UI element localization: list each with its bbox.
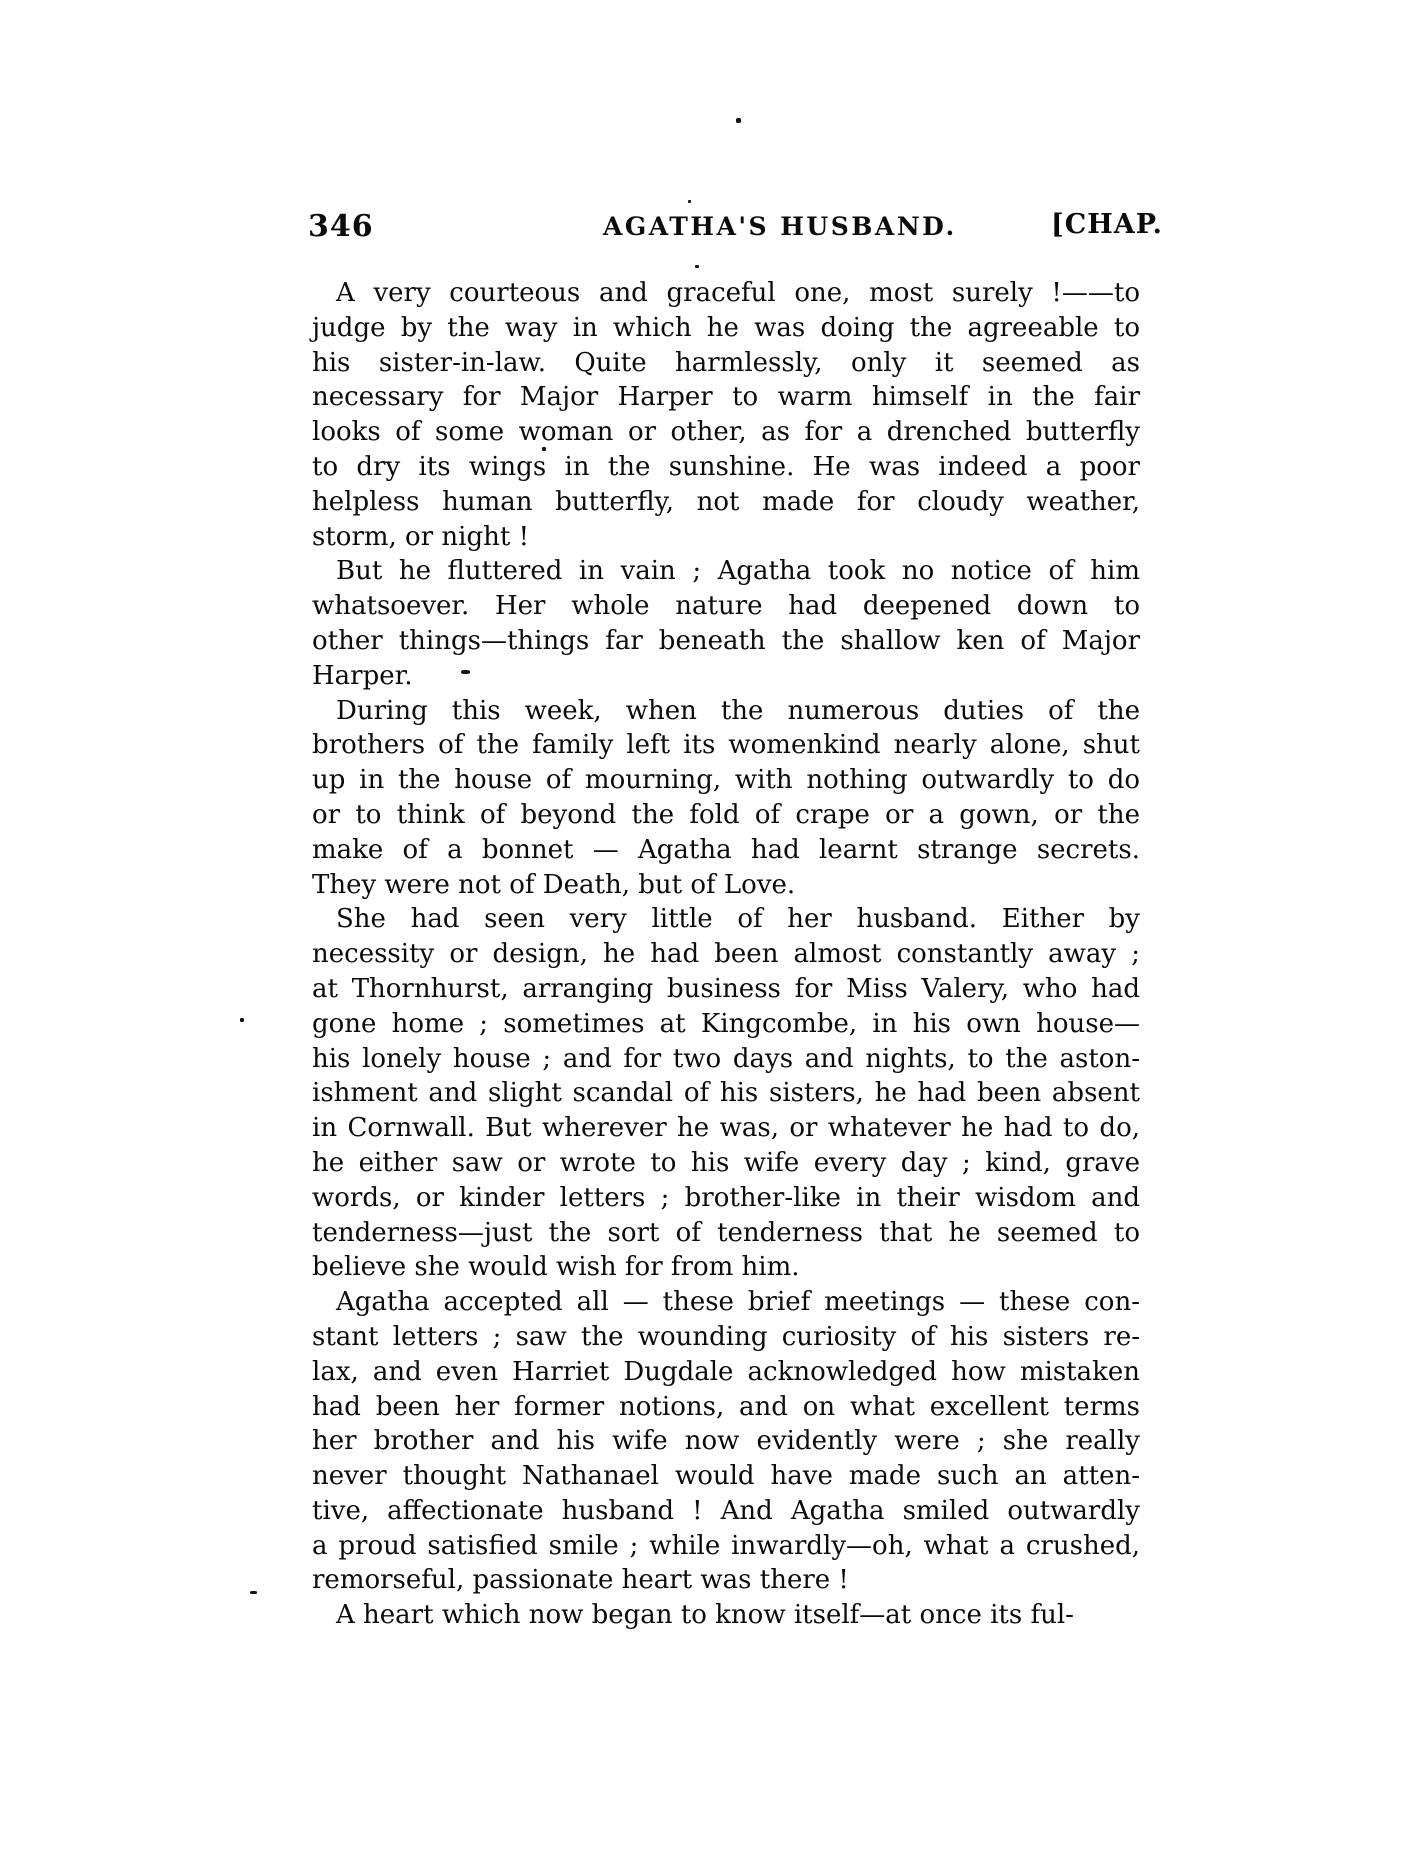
text-line: judge by the way in which he was doing the agreeable to [312,312,1140,343]
page-body [312,276,1140,1633]
text-line: Harper. [312,660,413,691]
paragraph [312,902,1140,1285]
scan-speck [461,670,470,674]
paragraph [312,1285,1140,1598]
text-line: But he fluttered in vain ; Agatha took no notice of him [336,556,1140,587]
text-line: or to think of beyond the fold of crape or a gown, or the [312,799,1140,830]
running-title: AGATHA'S HUSBAND. [603,212,957,241]
text-line: ishment and slight scandal of his sisters, he had been absent [312,1078,1140,1109]
text-line: he either saw or wrote to his wife every day ; kind, grave [312,1147,1140,1178]
page-number: 346 [308,209,374,244]
text-line: tenderness—just the sort of tenderness that he seemed to [312,1217,1140,1248]
paragraph [312,694,1140,903]
text-line: necessary for Major Harper to warm himself in the fair [312,382,1140,413]
scan-speck [736,118,741,123]
text-line: words, or kinder letters ; brother-like in their wisdom and [312,1182,1140,1213]
scan-speck [240,1018,244,1022]
text-line: helpless human butterfly, not made for cloudy weather, [312,486,1140,517]
text-line: at Thornhurst, arranging business for Miss Valery, who had [312,973,1140,1004]
chapter-marker: [CHAP. [1051,209,1163,240]
text-line: a proud satisfied smile ; while inwardly—oh, what a crushed, [312,1530,1140,1561]
text-line: make of a bonnet — Agatha had learnt strange secrets. [312,834,1140,865]
text-line: whatsoever. Her whole nature had deepened down to [312,591,1140,622]
text-line: to dry its wings in the sunshine. He was indeed a poor [312,451,1140,482]
text-line: necessity or design, he had been almost constantly away ; [312,939,1140,970]
text-line: She had seen very little of her husband. Either by [336,904,1140,935]
text-line: his lonely house ; and for two days and nights, to the aston- [312,1043,1140,1074]
text-line: her brother and his wife now evidently were ; she really [312,1426,1140,1457]
text-line: brothers of the family left its womenkind nearly alone, shut [312,730,1140,761]
scan-speck [688,200,691,203]
text-line: gone home ; sometimes at Kingcombe, in his own house— [312,1008,1140,1039]
text-line: had been her former notions, and on what excellent terms [312,1391,1140,1422]
text-line: looks of some woman or other, as for a drenched butterfly [312,417,1140,448]
text-line: his sister-in-law. Quite harmlessly, only it seemed as [312,347,1140,378]
text-line: other things—things far beneath the shallow ken of Major [312,625,1140,656]
text-line: lax, and even Harriet Dugdale acknowledged how mistaken [312,1356,1140,1387]
text-line: remorseful, passionate heart was there ! [312,1565,849,1596]
scan-speck [250,1591,257,1594]
text-line: During this week, when the numerous duties of the [336,695,1140,726]
paragraph [312,554,1140,693]
paragraph [312,1598,1140,1633]
text-line: They were not of Death, but of Love. [312,869,796,900]
paragraph [312,276,1140,554]
scan-speck [695,265,699,268]
text-line: in Cornwall. But wherever he was, or whatever he had to do, [312,1113,1140,1144]
text-line: A very courteous and graceful one, most surely !——to [336,278,1140,308]
text-line: A heart which now began to know itself—at once its ful- [336,1600,1074,1631]
scan-speck [542,447,546,451]
text-line: Agatha accepted all — these brief meetings — these con- [336,1287,1140,1318]
text-line: tive, affectionate husband ! And Agatha smiled outwardly [312,1495,1140,1526]
text-line: stant letters ; saw the wounding curiosity of his sisters re- [312,1321,1140,1352]
text-line: storm, or night ! [312,521,530,552]
text-line: up in the house of mourning, with nothing outwardly to do [312,765,1140,796]
text-line: never thought Nathanael would have made such an atten- [312,1461,1140,1492]
text-line: believe she would wish for from him. [312,1252,800,1283]
